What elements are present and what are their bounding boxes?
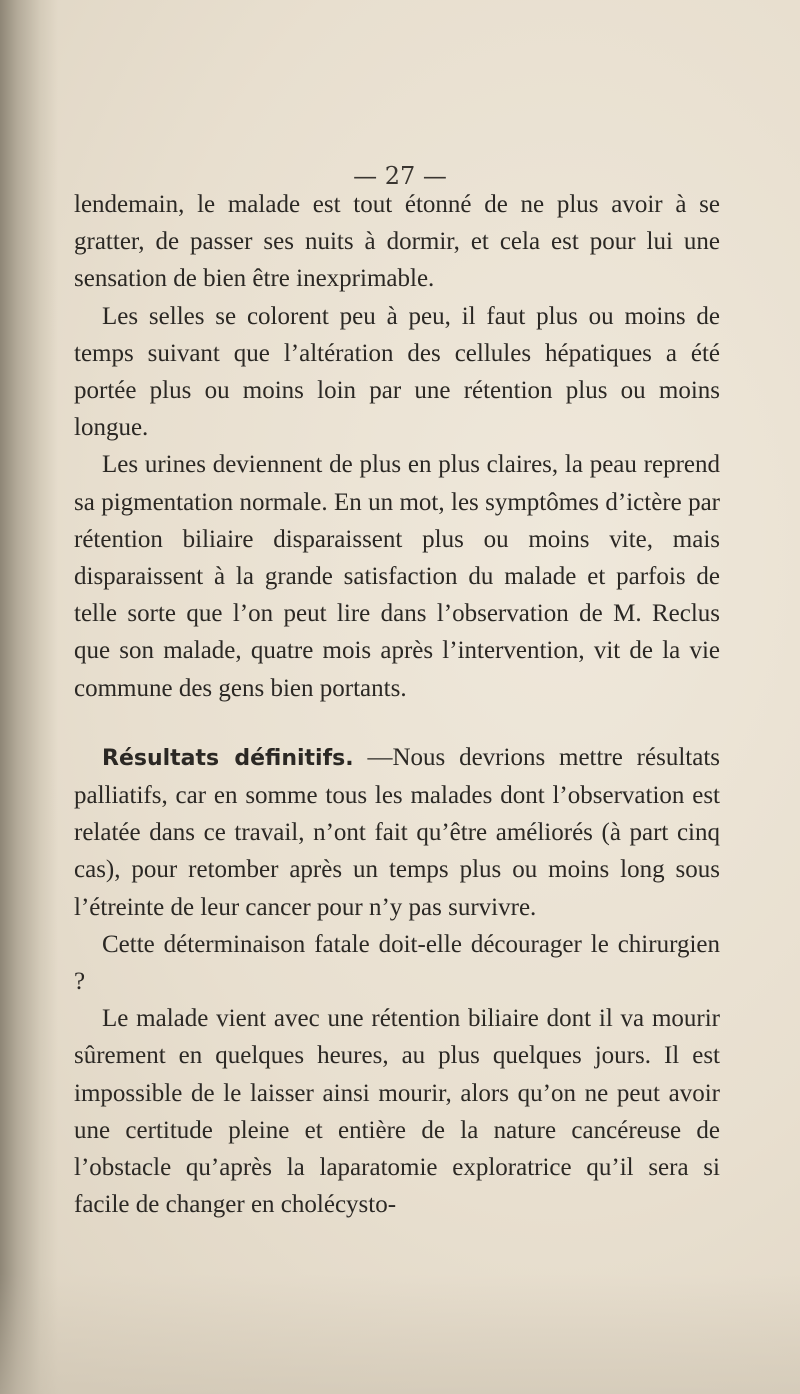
paragraph-1: lendemain, le malade est tout étonné de ne plus avoir à se gratter, de passer ses nuits à dormir, et cela est pour lui une sensation de bien être inexprimable. [74,191,720,293]
paragraph-5: Cette déterminaison fatale doit-elle décourager le chirurgien ? [74,930,720,996]
body-text [74,186,720,1223]
page-bottom-shade [0,1274,800,1394]
paragraph-4 [74,739,720,926]
paragraph-gap [74,707,720,739]
paragraph-3: Les urines deviennent de plus en plus claires, la peau reprend sa pigmentation normale. En un mot, les symptômes d’ictère par rétention biliaire disparaissent plus ou moins vite, mais disparaissent à la grande satisfaction du malade et parfois de telle sorte que l’on peut lire dans l’observation de M. Reclus que son malade, quatre mois après l’intervention, vit de la vie commune des gens bien portants. [74,451,720,702]
paragraph-6: Le malade vient avec une rétention biliaire dont il va mourir sûrement en quelques heures, au plus quelques jours. Il est impossible de le laisser ainsi mourir, alors qu’on ne peut avoir une certitude pleine et entière de la nature cancéreuse de l’obstacle qu’après la laparatomie exploratrice qu’il sera si facile de changer en cholécysto- [74,1005,720,1219]
section-heading: Résultats définitifs. [102,745,354,771]
paragraph-2: Les selles se colorent peu à peu, il faut plus ou moins de temps suivant que l’altération des cellules hépatiques a été portée plus ou moins loin par une rétention plus ou moins longue. [74,302,720,442]
page-number: — 27 — [353,162,447,190]
page-edge-shadow [0,0,58,1394]
paragraph-4-text: —Nous devrions mettre résultats palliatifs, car en somme tous les malades dont l’observation est relatée dans ce travail, n’ont fait qu’être améliorés (à part cinq cas), pour retomber après un temps plus ou moins long sous l’étreinte de leur cancer pour n’y pas survivre. [74,743,720,921]
